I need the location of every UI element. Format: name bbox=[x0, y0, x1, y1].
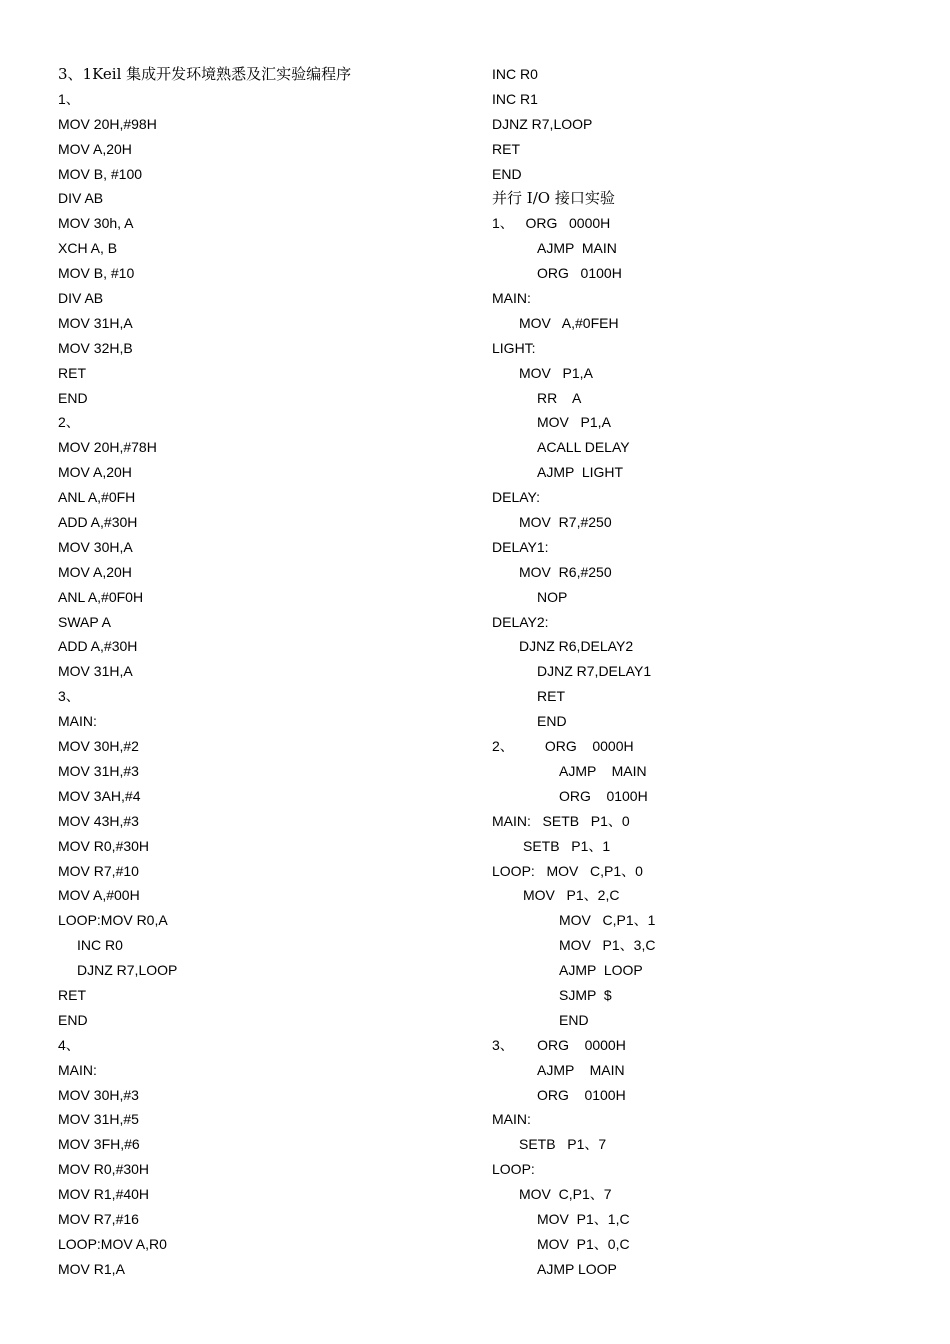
code-line: MOV 32H,B bbox=[58, 339, 133, 356]
code-line: AJMP MAIN bbox=[537, 240, 617, 257]
code-line: MOV P1、2,C bbox=[523, 887, 620, 904]
code-line: DIV AB bbox=[58, 290, 104, 307]
code-line: MOV 31H,#5 bbox=[58, 1111, 139, 1128]
code-line: END bbox=[537, 713, 567, 730]
code-line: END bbox=[559, 1011, 589, 1028]
code-line: MOV 30H,A bbox=[58, 538, 133, 555]
code-line: DELAY1: bbox=[492, 538, 549, 555]
code-line: MOV A,20H bbox=[58, 140, 132, 157]
code-line: DJNZ R7,LOOP bbox=[77, 962, 178, 979]
code-line: MOV P1、0,C bbox=[537, 1235, 630, 1252]
code-line: RET bbox=[58, 986, 86, 1003]
code-line: MOV P1、1,C bbox=[537, 1210, 630, 1227]
code-line: INC R0 bbox=[492, 66, 538, 82]
code-line: MOV P1,A bbox=[537, 414, 611, 431]
code-line: MOV 31H,A bbox=[58, 314, 133, 331]
code-line: 1、 ORG 0000H bbox=[492, 215, 611, 232]
code-line: AJMP LOOP bbox=[537, 1260, 617, 1277]
code-line: AJMP LOOP bbox=[559, 962, 643, 979]
code-line: MOV C,P1、1 bbox=[559, 912, 656, 929]
code-line: MAIN: bbox=[58, 1061, 97, 1078]
code-line: MOV 3AH,#4 bbox=[58, 787, 141, 804]
code-line: RET bbox=[537, 688, 565, 705]
code-line: MOV R7,#10 bbox=[58, 862, 139, 879]
code-line: LOOP: MOV C,P1、0 bbox=[492, 862, 643, 879]
code-line: MOV 30H,#3 bbox=[58, 1086, 139, 1103]
code-line: MOV A,20H bbox=[58, 563, 132, 580]
right-code-column bbox=[492, 62, 912, 1282]
code-line: MOV R0,#30H bbox=[58, 837, 150, 854]
code-line: 3、 ORG 0000H bbox=[492, 1036, 626, 1053]
code-line: SETB P1、1 bbox=[523, 837, 611, 854]
code-line: SWAP A bbox=[58, 613, 111, 630]
code-line: SJMP $ bbox=[559, 986, 612, 1003]
code-line: MOV 3FH,#6 bbox=[58, 1136, 140, 1153]
code-line: MOV R7,#250 bbox=[519, 514, 612, 531]
code-line: MOV R6,#250 bbox=[519, 563, 612, 580]
code-line: LOOP:MOV R0,A bbox=[58, 912, 168, 929]
code-line: INC R1 bbox=[492, 90, 538, 107]
code-line: 4、 bbox=[58, 1036, 80, 1053]
code-line: ACALL DELAY bbox=[537, 439, 630, 456]
code-line: RET bbox=[492, 140, 520, 157]
section-heading: 3、1Keil 集成开发环境熟悉及汇实验编程序 bbox=[58, 65, 352, 83]
code-line: MOV 43H,#3 bbox=[58, 812, 139, 829]
code-line: MAIN: bbox=[492, 290, 531, 307]
code-line: 2、 ORG 0000H bbox=[492, 738, 634, 755]
code-line: AJMP MAIN bbox=[537, 1061, 625, 1078]
code-line: SETB P1、7 bbox=[519, 1136, 607, 1153]
code-line: ORG 0100H bbox=[537, 265, 622, 282]
code-line: MOV C,P1、7 bbox=[519, 1186, 612, 1203]
code-line: MAIN: bbox=[58, 713, 97, 730]
code-line: 1、 bbox=[58, 90, 80, 107]
code-line: ORG 0100H bbox=[537, 1086, 626, 1103]
code-line: END bbox=[58, 389, 88, 406]
code-line: MAIN: SETB P1、0 bbox=[492, 812, 630, 829]
code-line: MOV R1,#40H bbox=[58, 1186, 150, 1203]
code-line: MOV P1,A bbox=[519, 364, 593, 381]
code-line: END bbox=[58, 1011, 88, 1028]
code-line: DELAY: bbox=[492, 489, 540, 506]
code-line: MAIN: bbox=[492, 1111, 531, 1128]
code-line: MOV R1,A bbox=[58, 1260, 125, 1277]
code-line: ORG 0100H bbox=[559, 787, 648, 804]
code-line: ADD A,#30H bbox=[58, 638, 138, 655]
code-line: ANL A,#0F0H bbox=[58, 588, 144, 605]
code-line: DJNZ R7,DELAY1 bbox=[537, 663, 652, 680]
code-line: AJMP LIGHT bbox=[537, 464, 624, 481]
code-line: MOV A,#0FEH bbox=[519, 314, 619, 331]
code-line: MOV 30h, A bbox=[58, 215, 134, 232]
code-line: DIV AB bbox=[58, 190, 104, 207]
code-line: ADD A,#30H bbox=[58, 514, 138, 531]
code-line: MOV B, #10 bbox=[58, 265, 135, 282]
code-line: RET bbox=[58, 364, 86, 381]
code-line: MOV 20H,#78H bbox=[58, 439, 157, 456]
code-line: INC R0 bbox=[77, 937, 123, 954]
code-line: MOV B, #100 bbox=[58, 165, 143, 182]
section-heading: 并行 I/O 接口实验 bbox=[492, 189, 615, 208]
code-line: AJMP MAIN bbox=[559, 762, 647, 779]
code-line: 3、 bbox=[58, 688, 80, 705]
code-line: MOV 31H,#3 bbox=[58, 762, 139, 779]
code-line: MOV A,20H bbox=[58, 464, 132, 481]
code-line: MOV R0,#30H bbox=[58, 1161, 150, 1178]
code-line: MOV 31H,A bbox=[58, 663, 133, 680]
code-line: 2、 bbox=[58, 414, 80, 431]
code-line: NOP bbox=[537, 588, 568, 605]
code-line: RR A bbox=[537, 389, 582, 406]
code-line: MOV P1、3,C bbox=[559, 937, 656, 954]
code-line: XCH A, B bbox=[58, 240, 118, 257]
code-line: LOOP: bbox=[492, 1161, 535, 1178]
code-line: DJNZ R7,LOOP bbox=[492, 115, 593, 132]
left-code-column bbox=[58, 62, 458, 1282]
code-line: END bbox=[492, 165, 522, 182]
code-line: MOV 20H,#98H bbox=[58, 115, 157, 132]
code-line: LOOP:MOV A,R0 bbox=[58, 1235, 167, 1252]
code-line: MOV 30H,#2 bbox=[58, 738, 139, 755]
code-line: DJNZ R6,DELAY2 bbox=[519, 638, 634, 655]
code-line: MOV R7,#16 bbox=[58, 1210, 139, 1227]
code-line: ANL A,#0FH bbox=[58, 489, 136, 506]
code-line: MOV A,#00H bbox=[58, 887, 140, 904]
code-line: LIGHT: bbox=[492, 339, 536, 356]
code-line: DELAY2: bbox=[492, 613, 549, 630]
